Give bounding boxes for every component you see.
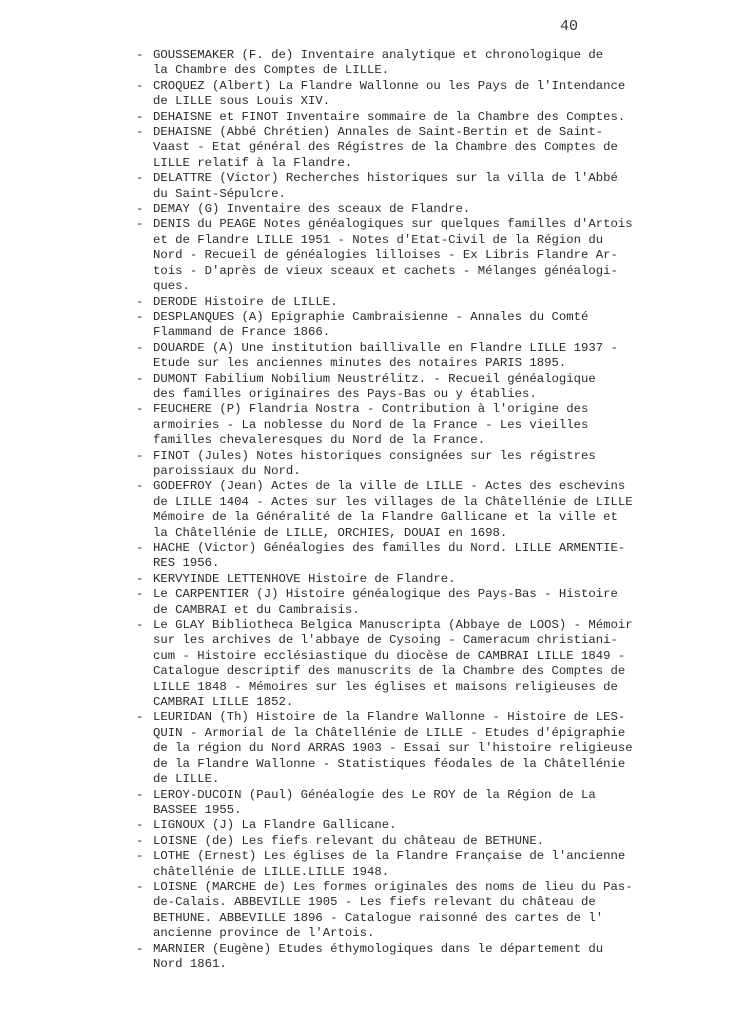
bibliography-entry: [136, 541, 726, 572]
entry-line: - LEROY-DUCOIN (Paul) Généalogie des Le ROY de la Région de La: [153, 787, 596, 802]
bibliography-entry: [136, 48, 726, 79]
entry-line: RES 1956.: [153, 556, 220, 571]
entry-line: de LILLE sous Louis XIV.: [153, 94, 331, 109]
bibliography-entry: [136, 402, 726, 448]
bibliography-entry: [136, 125, 726, 171]
entry-line: des familles originaires des Pays-Bas ou y établies.: [153, 386, 537, 401]
entry-line: BETHUNE. ABBEVILLE 1896 - Catalogue raisonné des cartes de l': [153, 910, 604, 925]
bibliography-entry: [136, 572, 726, 587]
bibliography-entry: [136, 295, 726, 310]
entry-line: CAMBRAI LILLE 1852.: [153, 695, 294, 710]
bibliography-entry: [136, 834, 726, 849]
bibliography-list: [136, 48, 726, 972]
bibliography-entry: [136, 818, 726, 833]
entry-line: la Châtellénie de LILLE, ORCHIES, DOUAI en 1698.: [153, 525, 508, 540]
entry-line: paroissiaux du Nord.: [153, 463, 301, 478]
bibliography-entry: [136, 110, 726, 125]
entry-line: - DERODE Histoire de LILLE.: [153, 294, 338, 309]
entry-line: châtellénie de LILLE.LILLE 1948.: [153, 864, 390, 879]
page-number: 40: [560, 18, 579, 35]
entry-line: - DEMAY (G) Inventaire des sceaux de Flandre.: [153, 202, 471, 217]
entry-line: - Le CARPENTIER (J) Histoire généalogique des Pays-Bas - Histoire: [153, 587, 618, 602]
bibliography-entry: [136, 849, 726, 880]
entry-line: de CAMBRAI et du Cambraisis.: [153, 602, 360, 617]
entry-line: - DEHAISNE et FINOT Inventaire sommaire de la Chambre des Comptes.: [153, 109, 626, 124]
bibliography-entry: [136, 217, 726, 294]
entry-line: - DEHAISNE (Abbé Chrétien) Annales de Saint-Bertin et de Saint-: [153, 125, 604, 140]
entry-line: - DESPLANQUES (A) Epigraphie Cambraisienne - Annales du Comté: [153, 309, 589, 324]
entry-line: du Saint-Sépulcre.: [153, 186, 286, 201]
entry-line: sur les archives de l'abbaye de Cysoing - Cameracum christiani-: [153, 633, 618, 648]
entry-line: - FEUCHERE (P) Flandria Nostra - Contribution à l'origine des: [153, 402, 589, 417]
bibliography-entry: [136, 79, 726, 110]
entry-line: - CROQUEZ (Albert) La Flandre Wallonne ou les Pays de l'Intendance: [153, 78, 626, 93]
bibliography-entry: [136, 942, 726, 973]
entry-line: ques.: [153, 279, 190, 294]
bibliography-entry: [136, 449, 726, 480]
bibliography-entry: [136, 202, 726, 217]
bibliography-entry: [136, 310, 726, 341]
entry-line: - LOISNE (de) Les fiefs relevant du château de BETHUNE.: [153, 833, 545, 848]
entry-line: - KERVYINDE LETTENHOVE Histoire de Flandre.: [153, 571, 456, 586]
bibliography-entry: [136, 710, 726, 787]
entry-line: - FINOT (Jules) Notes historiques consignées sur les régistres: [153, 448, 596, 463]
entry-line: - HACHE (Victor) Généalogies des familles du Nord. LILLE ARMENTIE-: [153, 541, 626, 555]
entry-line: Catalogue descriptif des manuscrits de la Chambre des Comptes de: [153, 664, 626, 679]
bibliography-entry: [136, 171, 726, 202]
entry-line: la Chambre des Comptes de LILLE.: [153, 63, 390, 78]
entry-line: Nord - Recueil de généalogies lilloises - Ex Libris Flandre Ar-: [153, 248, 618, 263]
entry-line: Flammand de France 1866.: [153, 325, 331, 340]
entry-line: de la région du Nord ARRAS 1903 - Essai sur l'histoire religieuse: [153, 741, 633, 756]
entry-line: de la Flandre Wallonne - Statistiques féodales de la Châtellénie: [153, 756, 626, 771]
entry-line: - DUMONT Fabilium Nobilium Neustrélitz. - Recueil généalogique: [153, 371, 596, 386]
bibliography-entry: [136, 479, 726, 541]
entry-line: Nord 1861.: [153, 956, 227, 971]
entry-line: - LIGNOUX (J) La Flandre Gallicane.: [153, 818, 397, 833]
entry-line: - MARNIER (Eugène) Etudes éthymologiques dans le département du: [153, 941, 604, 956]
entry-line: - LOTHE (Ernest) Les églises de la Flandre Française de l'ancienne: [153, 849, 626, 864]
entry-line: et de Flandre LILLE 1951 - Notes d'Etat-Civil de la Région du: [153, 232, 604, 247]
entry-line: - DENIS du PEAGE Notes généalogiques sur quelques familles d'Artois: [153, 217, 633, 232]
entry-line: - GODEFROY (Jean) Actes de la ville de LILLE - Actes des eschevins: [153, 479, 626, 494]
entry-line: - LEURIDAN (Th) Histoire de la Flandre Wallonne - Histoire de LES-: [153, 710, 626, 725]
entry-line: - Le GLAY Bibliotheca Belgica Manuscripta (Abbaye de LOOS) - Mémoir: [153, 618, 633, 633]
bibliography-entry: [136, 372, 726, 403]
entry-line: - LOISNE (MARCHE de) Les formes originales des noms de lieu du Pas-: [153, 879, 633, 894]
bibliography-entry: [136, 587, 726, 618]
entry-line: armoiries - La noblesse du Nord de la France - Les vieilles: [153, 417, 589, 432]
entry-line: - DOUARDE (A) Une institution baillivalle en Flandre LILLE 1937 -: [153, 340, 618, 355]
entry-line: BASSEE 1955.: [153, 802, 242, 817]
entry-line: - DELATTRE (Victor) Recherches historiques sur la villa de l'Abbé: [153, 171, 618, 186]
entry-line: - GOUSSEMAKER (F. de) Inventaire analytique et chronologique de: [153, 48, 604, 62]
entry-line: tois - D'après de vieux sceaux et cachets - Mélanges généalogi-: [153, 263, 618, 278]
entry-line: de-Calais. ABBEVILLE 1905 - Les fiefs relevant du château de: [153, 895, 596, 910]
entry-line: ancienne province de l'Artois.: [153, 926, 375, 941]
entry-line: LILLE 1848 - Mémoires sur les églises et maisons religieuses de: [153, 679, 618, 694]
bibliography-entry: [136, 341, 726, 372]
entry-line: Vaast - Etat général des Régistres de la Chambre des Comptes de: [153, 140, 618, 155]
bibliography-entry: [136, 618, 726, 710]
entry-line: de LILLE 1404 - Actes sur les villages de la Châtellénie de LILLE: [153, 494, 633, 509]
entry-line: Etude sur les anciennes minutes des notaires PARIS 1895.: [153, 356, 567, 371]
entry-line: familles chevaleresques du Nord de la France.: [153, 433, 486, 448]
bibliography-entry: [136, 880, 726, 942]
bibliography-entry: [136, 788, 726, 819]
entry-line: de LILLE.: [153, 772, 220, 787]
entry-line: QUIN - Armorial de la Châtellénie de LILLE - Etudes d'épigraphie: [153, 725, 626, 740]
entry-line: cum - Histoire ecclésiastique du diocèse de CAMBRAI LILLE 1849 -: [153, 648, 626, 663]
entry-line: Mémoire de la Généralité de la Flandre Gallicane et la ville et: [153, 510, 618, 525]
entry-line: LILLE relatif à la Flandre.: [153, 155, 353, 170]
